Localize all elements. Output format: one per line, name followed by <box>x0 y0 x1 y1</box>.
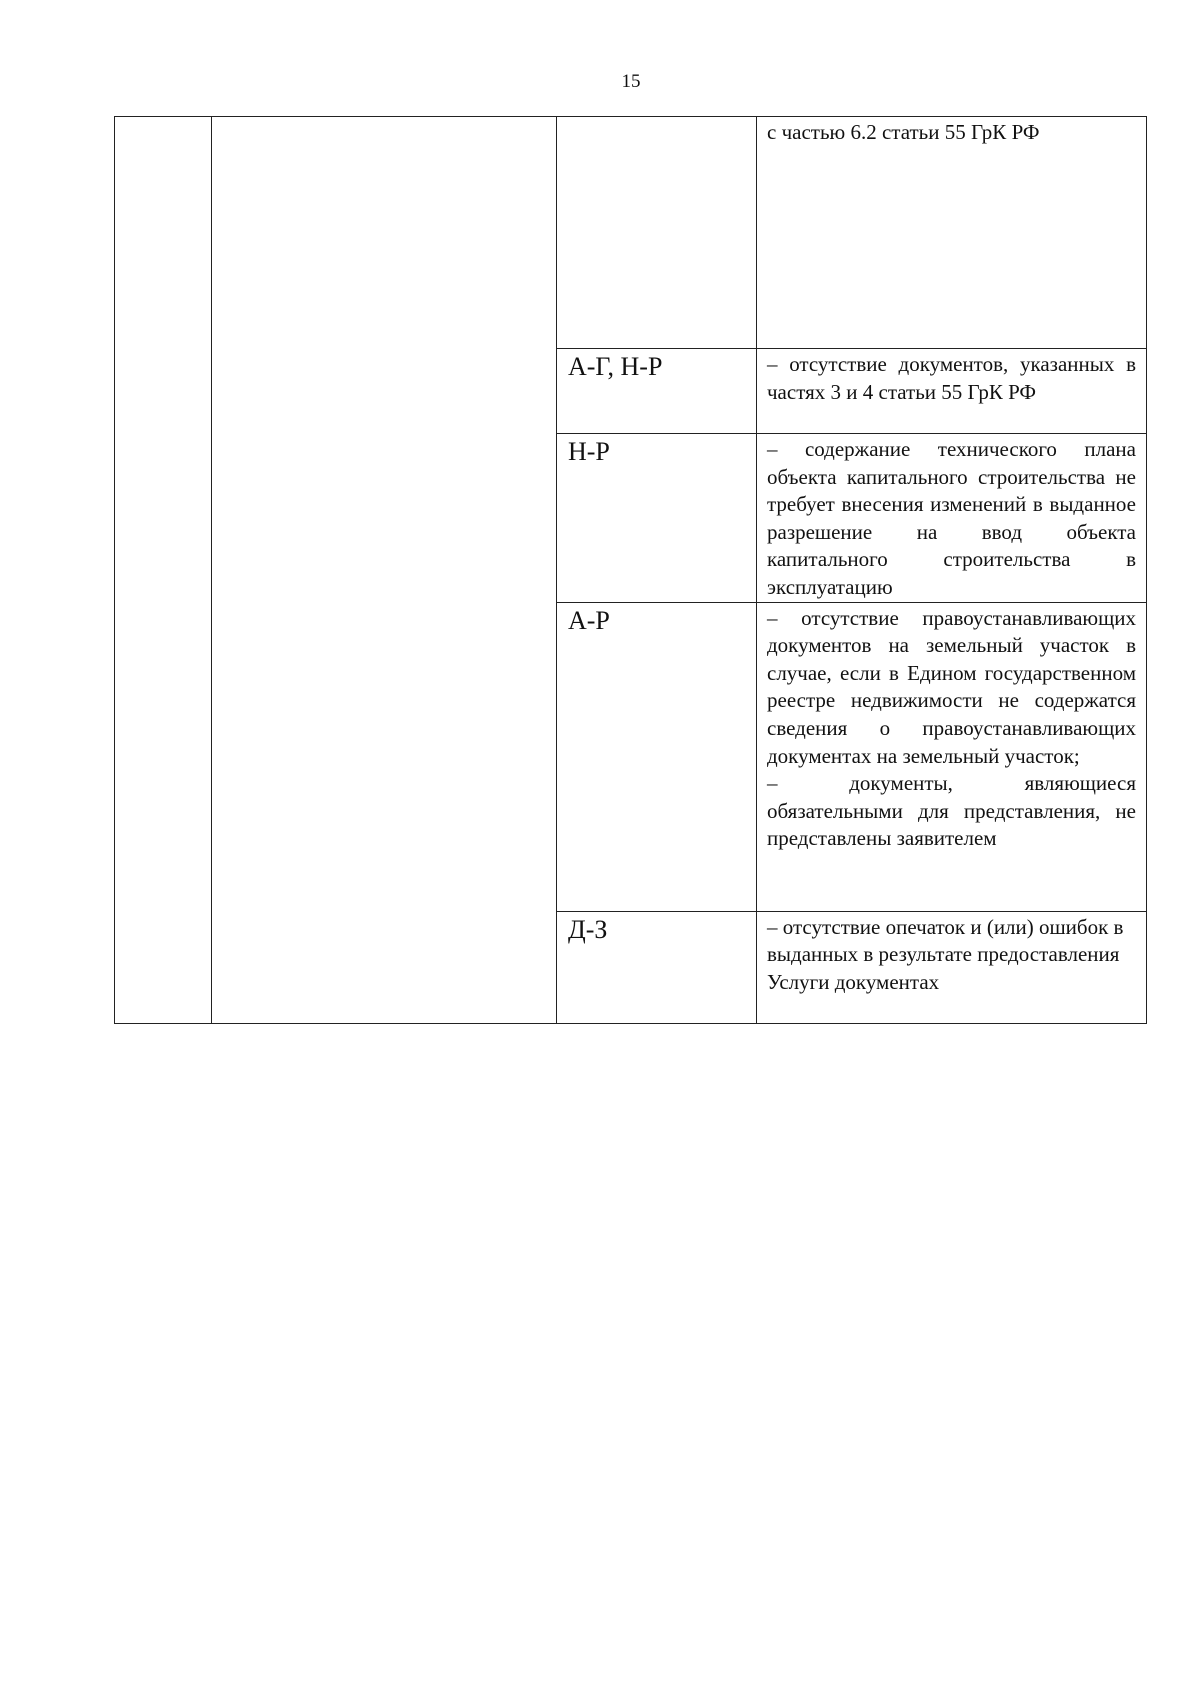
code-cell <box>557 434 757 603</box>
description-text: – отсутствие опечаток и (или) ошибок в выданных в результате предоставления Услуги документах <box>767 914 1124 994</box>
code-label: А-Р <box>568 605 610 635</box>
empty-cell-col1 <box>115 117 212 1024</box>
description-text: – содержание технического плана объекта капитального строительства не требует внесения изменений в выданное разрешение на ввод объекта капитального строительства в эксплуатацию <box>767 437 1136 599</box>
requirements-table <box>114 116 1147 1024</box>
description-cell <box>757 117 1147 349</box>
code-label: Н-Р <box>568 437 610 466</box>
code-cell <box>557 602 757 911</box>
description-text: – отсутствие документов, указанных в частях 3 и 4 статьи 55 ГрК РФ <box>767 352 1136 404</box>
code-label: Д-З <box>568 914 608 944</box>
table-row <box>115 117 1147 349</box>
description-text: – документы, являющиеся обязательными для представления, не представлены заявителем <box>767 771 1136 851</box>
description-text: – отсутствие правоустанавливающих документов на земельный участок в случае, если в Едином государственном реестре недвижимости не содержатся сведения о правоустанавливающих документах на земельный участок; <box>767 605 1136 768</box>
page-number: 15 <box>621 71 641 92</box>
code-cell <box>557 349 757 434</box>
code-cell <box>557 911 757 1023</box>
code-label: А-Г, Н-Р <box>568 352 663 381</box>
description-cell <box>757 434 1147 603</box>
empty-cell-col2 <box>212 117 557 1024</box>
code-cell <box>557 117 757 349</box>
description-text: с частью 6.2 статьи 55 ГрК РФ <box>767 120 1040 144</box>
description-cell <box>757 349 1147 434</box>
description-cell <box>757 602 1147 911</box>
description-cell <box>757 911 1147 1023</box>
